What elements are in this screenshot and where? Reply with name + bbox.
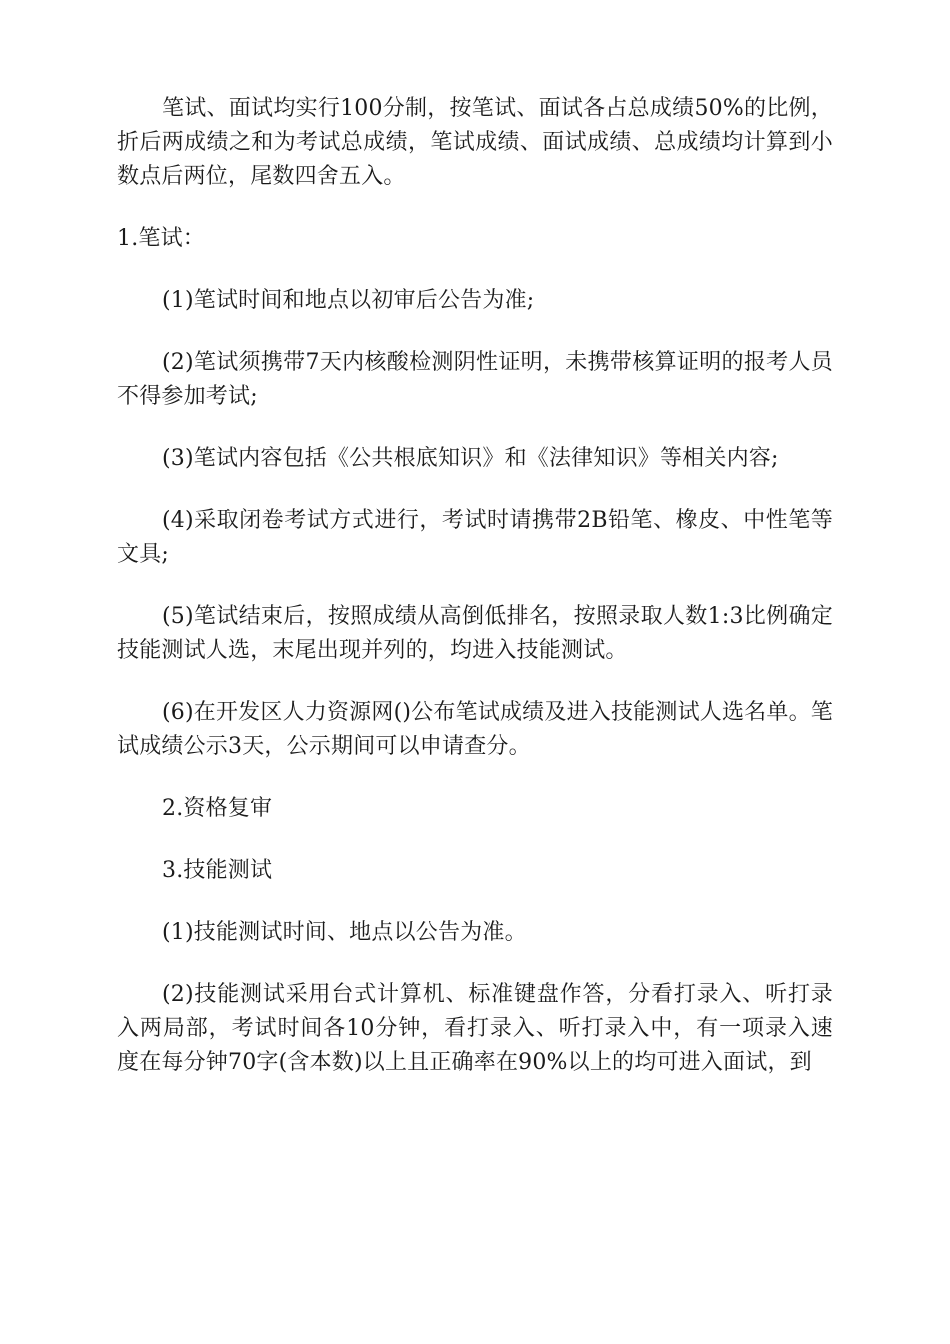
list-item-covid-certificate: (2)笔试须携带7天内核酸检测阴性证明，未携带核算证明的报考人员不得参加考试; (117, 350, 833, 409)
list-item-exam-content: (3)笔试内容包括《公共根底知识》和《法律知识》等相关内容; (162, 446, 779, 471)
list-item-skills-format: (2)技能测试采用台式计算机、标准键盘作答，分看打录入、听打录入两局部，考试时间各10分钟，看打录入、听打录入中，有一项录入速度在每分钟70字(含本数)以上且正确率在90%以上的均可进入面试，到 (117, 982, 833, 1075)
heading-skills-test: 3.技能测试 (162, 858, 273, 883)
list-item-skills-time-place: (1)技能测试时间、地点以公告为准。 (162, 920, 527, 945)
list-item-ranking: (5)笔试结束后，按照成绩从高倒低排名，按照录取人数1:3比例确定技能测试人选，末尾出现并列的，均进入技能测试。 (117, 604, 833, 663)
document-body (117, 92, 833, 1108)
heading-written-exam: 1.笔试： (117, 226, 205, 251)
list-item-exam-method: (4)采取闭卷考试方式进行，考试时请携带2B铅笔、橡皮、中性笔等文具; (117, 508, 833, 567)
heading-qualification-review: 2.资格复审 (162, 796, 273, 821)
paragraph-score-rules: 笔试、面试均实行100分制，按笔试、面试各占总成绩50%的比例，折后两成绩之和为考试总成绩，笔试成绩、面试成绩、总成绩均计算到小数点后两位，尾数四舍五入。 (117, 96, 833, 189)
list-item-results-publication: (6)在开发区人力资源网()公布笔试成绩及进入技能测试人选名单。笔试成绩公示3天，公示期间可以申请查分。 (117, 700, 833, 759)
list-item-exam-time-place: (1)笔试时间和地点以初审后公告为准; (162, 288, 535, 313)
